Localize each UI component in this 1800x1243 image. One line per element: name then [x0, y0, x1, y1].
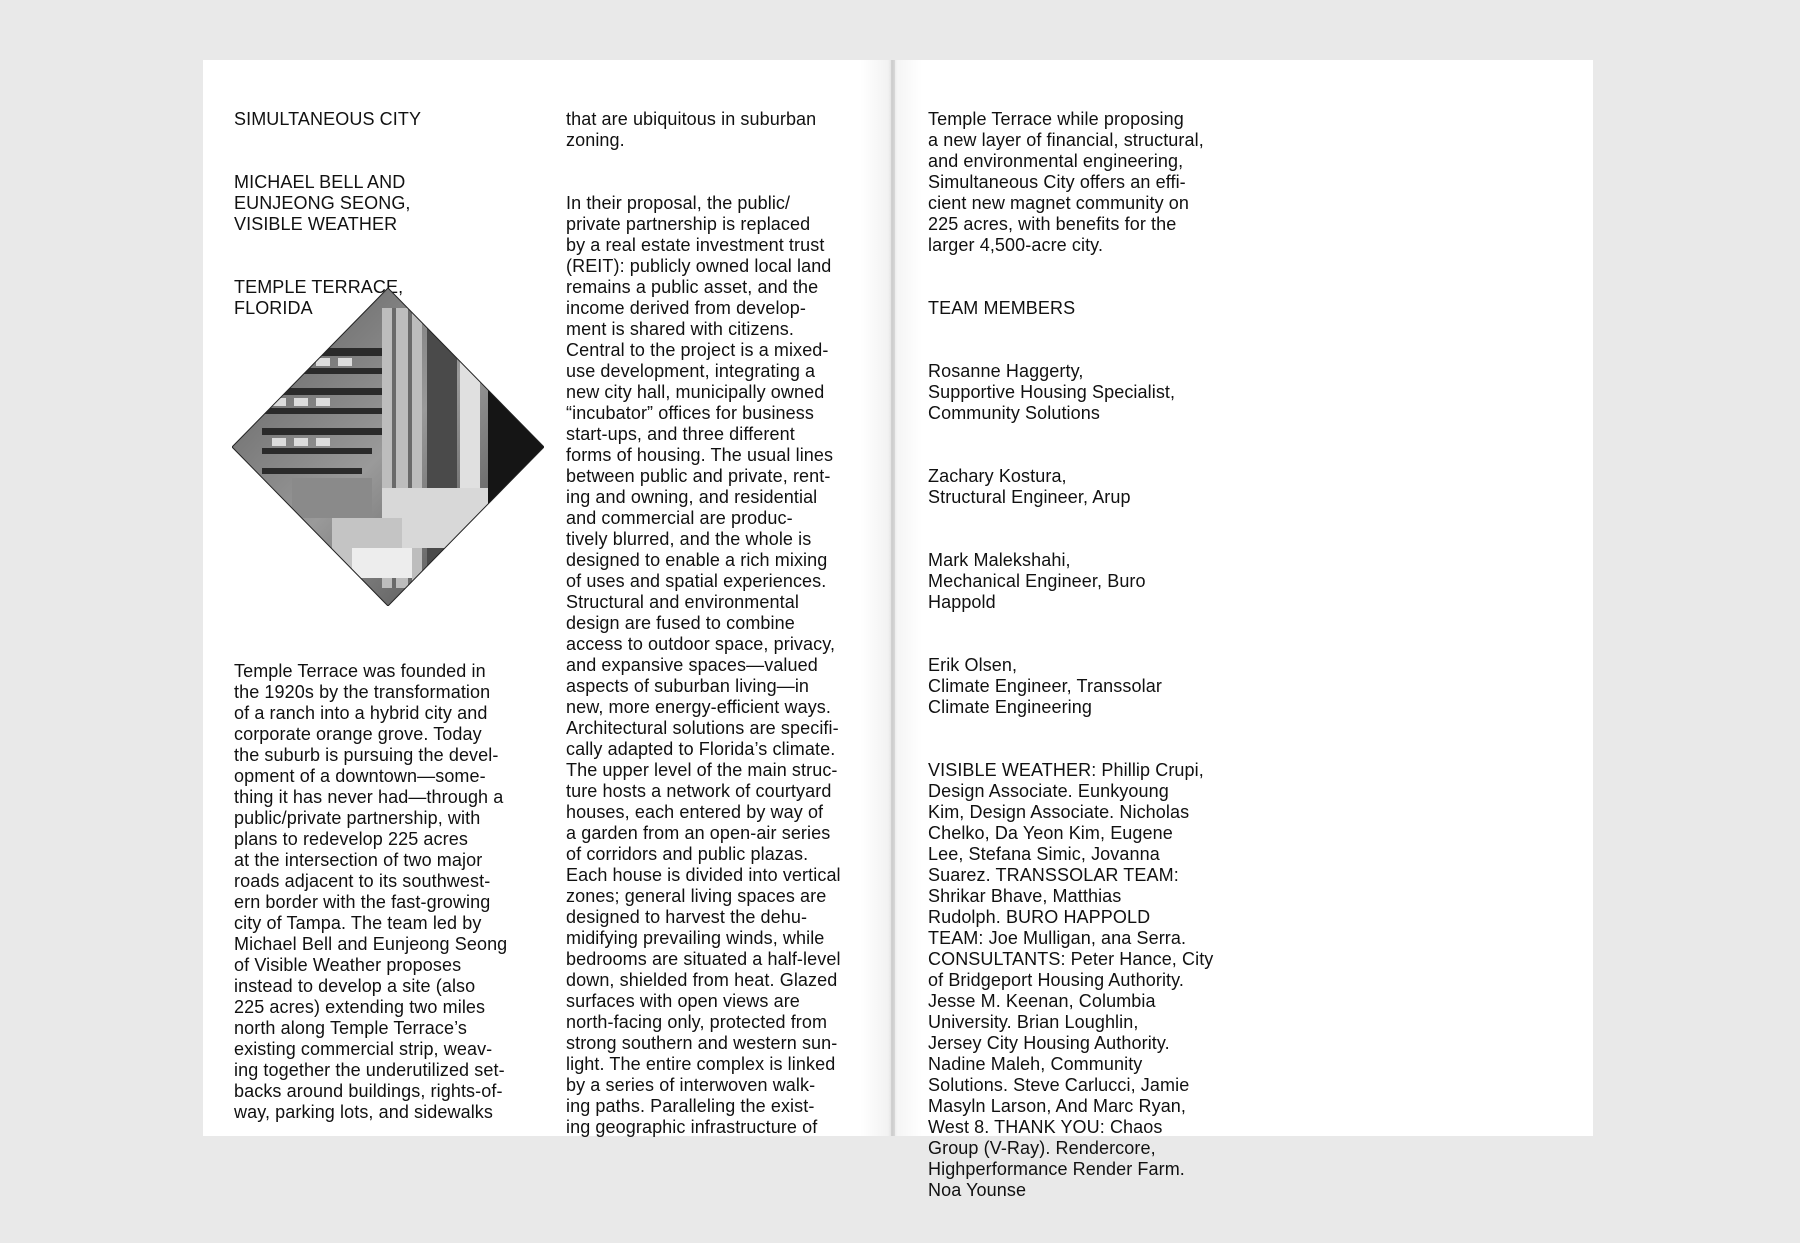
- right-column: [928, 88, 1248, 1243]
- credits-text: VISIBLE WEATHER: Phillip Crupi, Design Associate. Eunkyoung Kim, Design Associate. Nicholas Chelko, Da Yeon Kim, Eugene Lee, Stefana Simic, Jovanna Suarez. TRANSSOLAR TEAM: Shrikar Bhave, Matthias Rudolph. BURO HAPPOLD TEAM: Joe Mulligan, ana Serra. CONSULTANTS: Peter Hance, City of Bridgeport Housing Authority. Jesse M. Keenan, Columbia University. Brian Loughlin, Jersey City Housing Authority. Nadine Maleh, Community Solutions. Steve Carlucci, Jamie Masyln Larson, And Marc Ryan, West 8. THANK YOU: Chaos Group (V-Ray). Rendercore, Highperformance Render Farm. Noa Younse: [928, 760, 1214, 1200]
- left-column-2: [566, 88, 876, 1180]
- body-text-paragraph: Temple Terrace was founded in the 1920s by the transformation of a ranch into a hybrid city and corporate orange grove. Today the suburb is pursuing the devel- opment of a downtown—some- thing it has never had—through a public/private partnership, with plans to redevelop 225 acres at the intersection of two major roads adjacent to its southwest- ern border with the fast-growing city of Tampa. The team led by Michael Bell and Eunjeong Seong of Visible Weather proposes instead to develop a site (also 225 acres) extending two miles north along Temple Terrace’s existing commercial strip, weav- ing together the underutilized set- backs around buildings, rights-of- way, parking lots, and sidewalks: [234, 661, 508, 1122]
- team-member: Zachary Kostura, Structural Engineer, Arup: [928, 466, 1131, 507]
- team-member: Rosanne Haggerty, Supportive Housing Specialist, Community Solutions: [928, 361, 1176, 423]
- team-member: Erik Olsen, Climate Engineer, Transsolar Climate Engineering: [928, 655, 1162, 717]
- body-text-paragraph: In their proposal, the public/ private partnership is replaced by a real estate investment trust (REIT): publicly owned local land remains a public asset, and the income derived from develop- ment is shared with citizens. Central to the project is a mixed- use development, integrating a new city hall, municipally owned “incubator” offices for business start-ups, and three different forms of housing. The usual lines between public and private, rent- ing and owning, and residential and commercial are produc- tively blurred, and the whole is designed to enable a rich mixing of uses and spatial experiences. Structural and environmental design are fused to combine access to outdoor space, privacy, and expansive spaces—valued aspects of suburban living—in new, more energy-efficient ways. Architectural solutions are specifi- cally adapted to Florida’s climate. The upper level of the main struc- ture hosts a network of courtyard houses, each entered by way of a garden from an open-air series of corridors and public plazas. Each house is divided into vertical zones; general living spaces are designed to harvest the dehu- midifying prevailing winds, while bedrooms are situated a half-level down, shielded from heat. Glazed surfaces with open views are north-facing only, protected from strong southern and western sun- light. The entire complex is linked by a series of interwoven walk- ing paths. Paralleling the exist- ing geographic infrastructure of: [566, 193, 841, 1137]
- project-title: SIMULTANEOUS CITY: [234, 109, 422, 129]
- project-authors: MICHAEL BELL AND EUNJEONG SEONG, VISIBLE WEATHER: [234, 172, 411, 234]
- body-text-paragraph: that are ubiquitous in suburban zoning.: [566, 109, 817, 150]
- left-column-1-body: [234, 640, 534, 1165]
- team-members-heading: TEAM MEMBERS: [928, 298, 1076, 318]
- body-text-paragraph: Temple Terrace while proposing a new layer of financial, structural, and environmental engineering, Simultaneous City offers an effi- cient new magnet community on 225 acres, with benefits for the larger 4,500-acre city.: [928, 109, 1204, 255]
- architectural-diamond-collage-icon: [232, 288, 544, 606]
- project-location: TEMPLE TERRACE, FLORIDA: [234, 277, 404, 318]
- team-member: Mark Malekshahi, Mechanical Engineer, Buro Happold: [928, 550, 1146, 612]
